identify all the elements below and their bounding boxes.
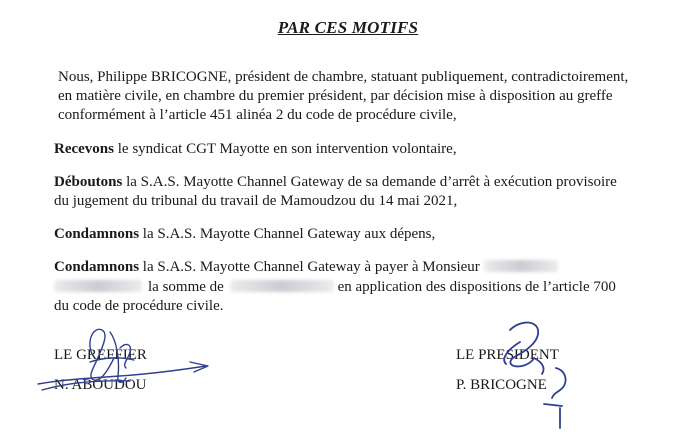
verb-recevons: Recevons: [54, 140, 114, 157]
intro-line-1: Nous, Philippe BRICOGNE, président de chambre, statuant publiquement, contradictoirement,: [58, 69, 629, 85]
section-title: PAR CES MOTIFS: [277, 18, 419, 37]
verb-condamnons-2: Condamnons: [54, 259, 140, 276]
greffier-name: N. ABOUDOU: [54, 377, 147, 393]
greffier-signature: [30, 318, 220, 398]
paragraph-condamnons-depens: [54, 225, 674, 244]
redacted-name: [484, 260, 558, 272]
intro-line-3: conformément à l’article 451 alinéa 2 du code de procédure civile,: [58, 107, 457, 124]
redacted-first-name: [54, 280, 142, 292]
deboutons-text: la S.A.S. Mayotte Channel Gateway de sa demande d’arrêt à exécution provisoire: [122, 173, 617, 190]
president-role: LE PRESIDENT: [456, 347, 559, 363]
article-700-text: en application des dispositions de l’article 700: [333, 278, 616, 295]
decision-body: [54, 68, 674, 330]
redacted-amount: [230, 280, 334, 292]
intro-paragraph: [54, 68, 674, 126]
greffier-role: LE GREFFIER: [54, 347, 147, 363]
intro-line-2: en matière civile, en chambre du premier président, par décision mise à disposition au greffe: [58, 88, 613, 105]
deboutons-line-2: du jugement du tribunal du travail de Mamoudzou du 14 mai 2021,: [54, 193, 458, 210]
condamnons-payer-text: la S.A.S. Mayotte Channel Gateway à payer à Monsieur: [139, 259, 480, 276]
paragraph-recevons: [54, 140, 674, 159]
paragraph-deboutons: [54, 173, 674, 211]
verb-deboutons: Déboutons: [54, 173, 123, 190]
condamnons-depens-text: la S.A.S. Mayotte Channel Gateway aux dépens,: [139, 226, 436, 243]
condamnons-line-3: du code de procédure civile.: [54, 297, 224, 314]
recevons-text: le syndicat CGT Mayotte en son intervention volontaire,: [114, 140, 457, 157]
somme-text: la somme de: [148, 278, 224, 295]
paragraph-condamnons-payer: [54, 258, 674, 316]
president-name: P. BRICOGNE: [456, 377, 547, 393]
verb-condamnons-1: Condamnons: [54, 226, 140, 243]
president-signature: [480, 312, 590, 430]
